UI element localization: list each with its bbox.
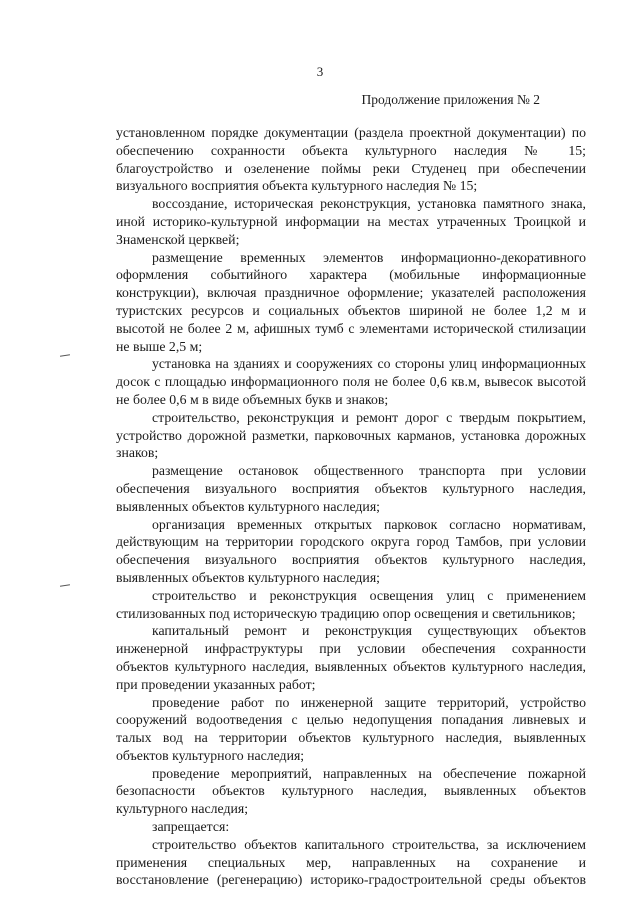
margin-scan-mark	[60, 584, 70, 586]
text-line: культурного наследия;	[116, 801, 249, 817]
text-line: оформления событийного характера (мобильные информационные	[116, 267, 586, 283]
text-line: размещение остановок общественного транспорта при условии	[152, 463, 586, 479]
text-line: проведение работ по инженерной защите территорий, устройство	[152, 694, 586, 710]
text-line: инженерной инфраструктуры при условии обеспечения сохранности	[116, 641, 586, 657]
paragraph	[116, 516, 586, 587]
text-line: конструкции), включая праздничное оформление; указателей расположения	[116, 285, 586, 301]
text-line: благоустройство и озеленение поймы реки Студенец при обеспечении	[116, 160, 586, 176]
text-line: иной историко-культурной информации на местах утраченных Троицкой и	[116, 213, 586, 229]
text-line: строительство, реконструкция и ремонт дорог с твердым покрытием,	[152, 409, 586, 425]
text-line: досок с площадью информационного поля не более 0,6 кв.м, вывесок высотой	[116, 374, 586, 390]
text-line: обеспечения визуального восприятия объектов культурного наследия,	[116, 480, 586, 496]
appendix-continuation-label: Продолжение приложения № 2	[361, 92, 540, 107]
text-line: при проведении указанных работ;	[116, 676, 316, 692]
text-line: установка на зданиях и сооружениях со стороны улиц информационных	[152, 356, 586, 372]
paragraph	[116, 818, 586, 836]
page-number: 3	[316, 64, 324, 79]
text-line: восстановление (регенерацию) историко-градостроительной среды объектов	[116, 872, 586, 888]
text-line: обеспечению сохранности объекта культурного наследия № 15;	[116, 142, 586, 158]
text-line: капитальный ремонт и реконструкция существующих объектов	[152, 623, 586, 639]
paragraph	[116, 622, 586, 693]
paragraph	[116, 124, 586, 195]
text-line: проведение мероприятий, направленных на обеспечение пожарной	[152, 765, 586, 781]
text-line: визуального восприятия объекта культурного наследия № 15;	[116, 178, 478, 194]
text-line: сооружений водоотведения с целью недопущения попадания ливневых и	[116, 712, 586, 728]
text-line: выявленных объектов культурного наследия;	[116, 498, 380, 514]
text-line: знаков;	[116, 445, 159, 461]
text-line: строительство и реконструкция освещения улиц с применением	[152, 587, 586, 603]
paragraph	[116, 195, 586, 248]
text-line: воссоздание, историческая реконструкция, установка памятного знака,	[152, 196, 586, 212]
paragraph	[116, 355, 586, 408]
document-body	[116, 124, 586, 889]
text-line: установленном порядке документации (раздела проектной документации) по	[116, 125, 586, 140]
text-line: размещение временных элементов информационно-декоративного	[152, 249, 586, 265]
text-line: объектов культурного наследия, выявленных объектов культурного наследия,	[116, 658, 586, 674]
text-line: обеспечения визуального восприятия объектов культурного наследия,	[116, 552, 586, 568]
text-line: талых вод на территории объектов культурного наследия, выявленных	[116, 730, 586, 746]
text-line: Знаменской церквей;	[116, 231, 240, 247]
text-line: действующим на территории городского округа город Тамбов, при условии	[116, 534, 586, 550]
paragraph	[116, 694, 586, 765]
paragraph	[116, 836, 586, 889]
text-line: высотой не более 2 м, афишных тумб с элементами исторической стилизации	[116, 320, 586, 336]
text-line: выявленных объектов культурного наследия;	[116, 569, 380, 585]
text-line: безопасности объектов культурного наследия, выявленных объектов	[116, 783, 586, 799]
text-line: запрещается:	[152, 819, 230, 835]
paragraph	[116, 462, 586, 515]
paragraph	[116, 587, 586, 623]
text-line: стилизованных под историческую традицию опор освещения и светильников;	[116, 605, 576, 621]
text-line: организация временных открытых парковок согласно нормативам,	[152, 516, 586, 532]
text-line: строительство объектов капитального строительства, за исключением	[152, 836, 586, 852]
paragraph	[116, 409, 586, 462]
text-line: туристских ресурсов и социальных объектов шириной не более 1,2 м и	[116, 302, 586, 318]
text-line: объектов культурного наследия;	[116, 747, 305, 763]
text-line: не более 0,6 м в виде объемных букв и знаков;	[116, 391, 389, 407]
paragraph	[116, 765, 586, 818]
text-line: не выше 2,5 м;	[116, 338, 203, 354]
paragraph	[116, 249, 586, 356]
text-line: применения специальных мер, направленных на сохранение и	[116, 854, 586, 870]
text-line: устройство дорожной разметки, парковочных карманов, установка дорожных	[116, 427, 586, 443]
margin-scan-mark	[60, 354, 70, 356]
